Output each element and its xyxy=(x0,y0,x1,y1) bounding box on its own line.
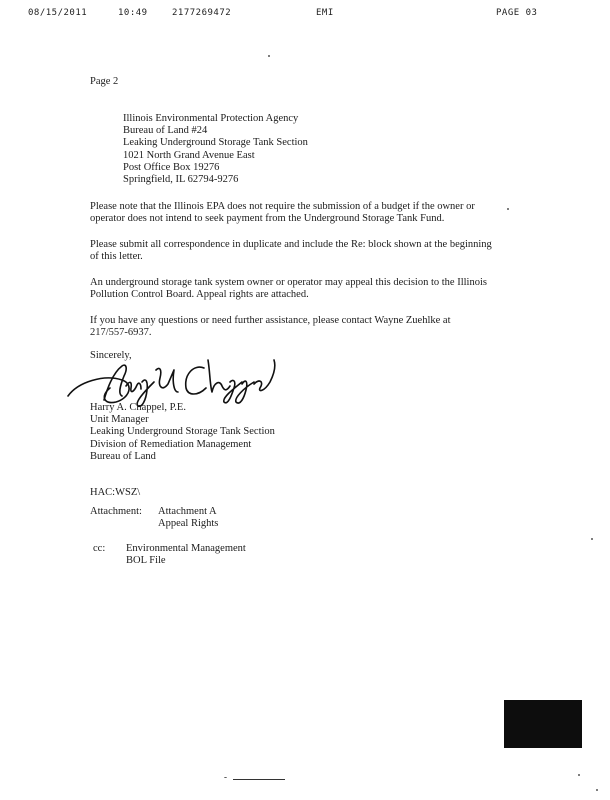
fax-phone: 2177269472 xyxy=(172,8,232,18)
paragraph-line: 217/557-6937. xyxy=(90,327,152,338)
address-line: Post Office Box 19276 xyxy=(123,161,220,173)
paragraph-line: Pollution Control Board. Appeal rights are attached. xyxy=(90,289,309,300)
page-label: Page 2 xyxy=(90,76,119,87)
fax-date: 08/15/2011 xyxy=(28,8,88,18)
cc-item: BOL File xyxy=(126,555,166,567)
address-line: 1021 North Grand Avenue East xyxy=(123,149,255,161)
reference-initials: HAC:WSZ\ xyxy=(90,487,141,498)
attachment-item: Attachment A xyxy=(158,506,217,517)
address-line: Leaking Underground Storage Tank Section xyxy=(123,137,308,149)
scan-speck xyxy=(578,774,580,776)
scan-artifact-line xyxy=(233,779,285,780)
fax-sender: EMI xyxy=(316,8,334,18)
paragraph-line: Please note that the Illinois EPA does not require the submission of a budget if the owner or xyxy=(90,201,475,212)
paragraph-contact xyxy=(90,315,451,339)
address-line: Illinois Environmental Protection Agency xyxy=(123,113,299,124)
paragraph-line: If you have any questions or need further assistance, please contact Wayne Zuehlke at xyxy=(90,315,451,326)
scan-speck xyxy=(591,538,593,540)
signer-block xyxy=(90,402,275,463)
fax-page-number: PAGE 03 xyxy=(496,8,538,18)
paragraph-line: operator does not intend to seek payment from the Underground Storage Tank Fund. xyxy=(90,213,445,224)
attachment-item: Appeal Rights xyxy=(158,518,219,530)
scan-speck xyxy=(224,777,227,778)
scan-speck xyxy=(596,789,598,791)
address-line: Springfield, IL 62794-9276 xyxy=(123,173,239,185)
cc-list xyxy=(126,543,246,567)
attachment-list xyxy=(158,506,218,530)
paragraph-budget-note xyxy=(90,201,475,225)
address-line: Bureau of Land #24 xyxy=(123,125,208,137)
signer-bureau: Bureau of Land xyxy=(90,450,156,462)
signer-division: Division of Remediation Management xyxy=(90,438,252,450)
signer-section: Leaking Underground Storage Tank Section xyxy=(90,426,275,438)
paragraph-line: An underground storage tank system owner or operator may appeal this decision to the Illinois xyxy=(90,277,487,288)
closing: Sincerely, xyxy=(90,350,132,361)
fax-time: 10:49 xyxy=(118,8,148,18)
paragraph-line: Please submit all correspondence in duplicate and include the Re: block shown at the beginning xyxy=(90,239,492,250)
attachment-label: Attachment: xyxy=(90,506,142,517)
paragraph-appeal xyxy=(90,277,487,301)
scan-speck xyxy=(268,55,270,57)
scan-speck xyxy=(507,208,509,210)
signer-title: Unit Manager xyxy=(90,414,149,426)
paragraph-correspondence xyxy=(90,239,492,263)
recipient-address xyxy=(123,113,308,186)
signer-name: Harry A. Chappel, P.E. xyxy=(90,402,186,413)
fax-header xyxy=(0,8,610,22)
cc-label: cc: xyxy=(93,543,106,554)
paragraph-line: of this letter. xyxy=(90,251,143,262)
cc-item: Environmental Management xyxy=(126,543,246,554)
redaction-block xyxy=(504,700,582,748)
